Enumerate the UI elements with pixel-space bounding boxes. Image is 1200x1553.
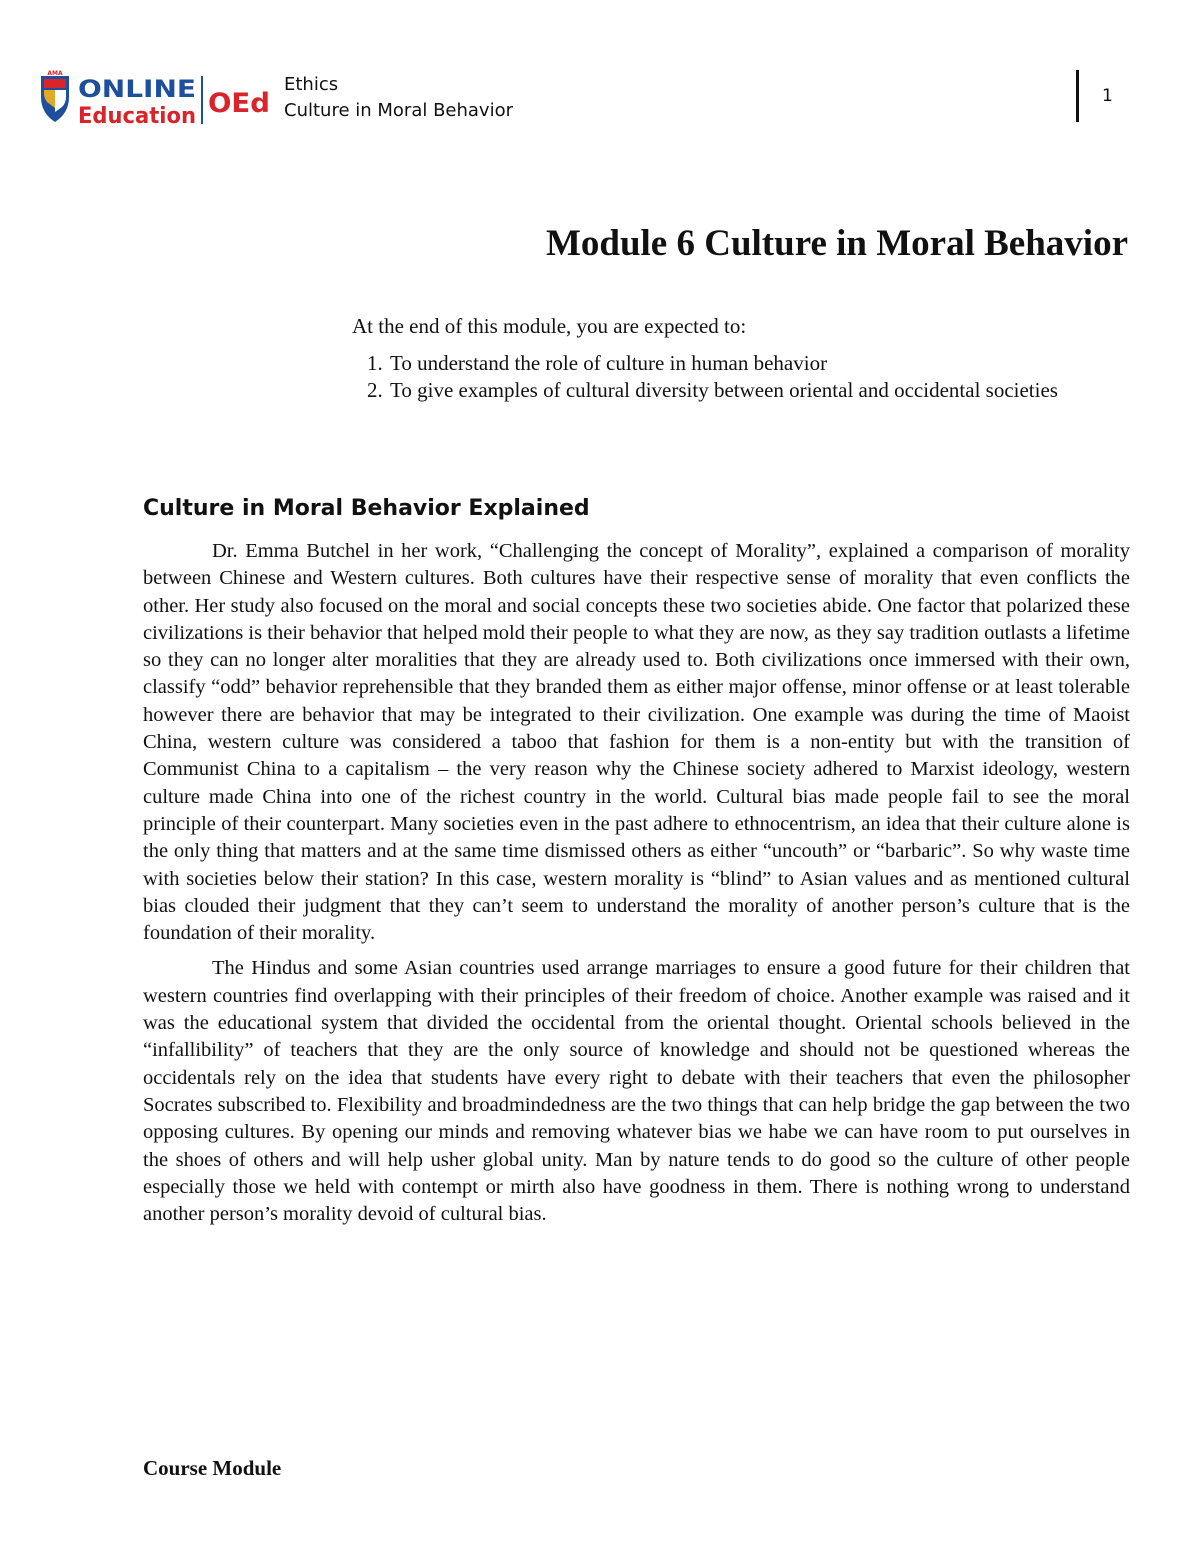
- crest-icon: [41, 70, 69, 122]
- section-body: [143, 538, 1130, 1236]
- header-topic: Culture in Moral Behavior: [284, 100, 513, 121]
- body-paragraph: Dr. Emma Butchel in her work, “Challenging the concept of Morality”, explained a comparison of morality between Chinese and Western cultures. Both cultures have their respective sense of morality that even conflicts the other. Her study also focused on the moral and social concepts these two societies abide. One factor that polarized these civilizations is their behavior that helped mold their people to what they are now, as they say tradition outlasts a lifetime so they can no longer alter moralities that they are already used to. Both civilizations once immersed with their own, classify “odd” behavior reprehensible that they branded them as either major offense, minor offense or at least tolerable however there are behavior that may be integrated to their civilization. One example was during the time of Maoist China, western culture was considered a taboo that fashion for them is a non-entity but with the transition of Communist China to a capitalism – the very reason why the Chinese society adhered to Marxist ideology, western culture made China into one of the richest country in the world. Cultural bias made people fail to see the moral principle of their counterpart. Many societies even in the past adhere to ethnocentrism, an idea that their culture alone is the only thing that matters and at the same time dismissed others as either “uncouth” or “barbaric”. So why waste time with societies below their station? In this case, western morality is “blind” to Asian values and as mentioned cultural bias clouded their judgment that they can’t seem to understand the morality of another person’s culture that is the foundation of their morality.: [143, 540, 1130, 945]
- body-paragraph: The Hindus and some Asian countries used arrange marriages to ensure a good future for their children that western countries find overlapping with their principles of their freedom of choice. Another example was raised and it was the educational system that divided the occidental from the oriental thought. Oriental schools believed in the “infallibility” of teachers that they are the only source of knowledge and should not be questioned whereas the occidentals rely on the idea that students have every right to debate with their teachers that even the philosopher Socrates subscribed to. Flexibility and broadmindedness are the two things that can help bridge the gap between the two opposing cultures. By opening our minds and removing whatever bias we habe we can have room to put ourselves in the shoes of others and will help usher global unity. Man by nature tends to do good so the culture of other people especially those we held with contempt or mirth also have goodness in them. There is nothing wrong to understand another person’s morality devoid of cultural bias.: [143, 957, 1130, 1226]
- online-education-logo: [38, 70, 278, 130]
- footer-label: Course Module: [143, 1456, 282, 1480]
- page-number: 1: [1102, 86, 1113, 106]
- page-title: Module 6 Culture in Moral Behavior: [545, 223, 1128, 264]
- objective-item: 2. To give examples of cultural diversity between oriental and occidental societies: [388, 377, 1112, 404]
- logo-graphic: [38, 70, 278, 130]
- section-heading: Culture in Moral Behavior Explained: [143, 496, 590, 521]
- logo-oed: OEd: [208, 88, 270, 119]
- objectives: [352, 313, 1112, 404]
- objective-item: 1. To understand the role of culture in human behavior: [388, 350, 1112, 377]
- objectives-list: [352, 350, 1112, 404]
- logo-education: Education: [78, 104, 196, 129]
- logo-online: ONLINE: [78, 75, 196, 103]
- crest-text: AMA: [47, 70, 63, 77]
- logo-divider: [201, 76, 203, 124]
- header-course: Ethics: [284, 74, 339, 95]
- header-divider: [1076, 70, 1079, 122]
- header-text: [284, 72, 513, 124]
- objectives-intro: At the end of this module, you are expected to:: [352, 314, 747, 338]
